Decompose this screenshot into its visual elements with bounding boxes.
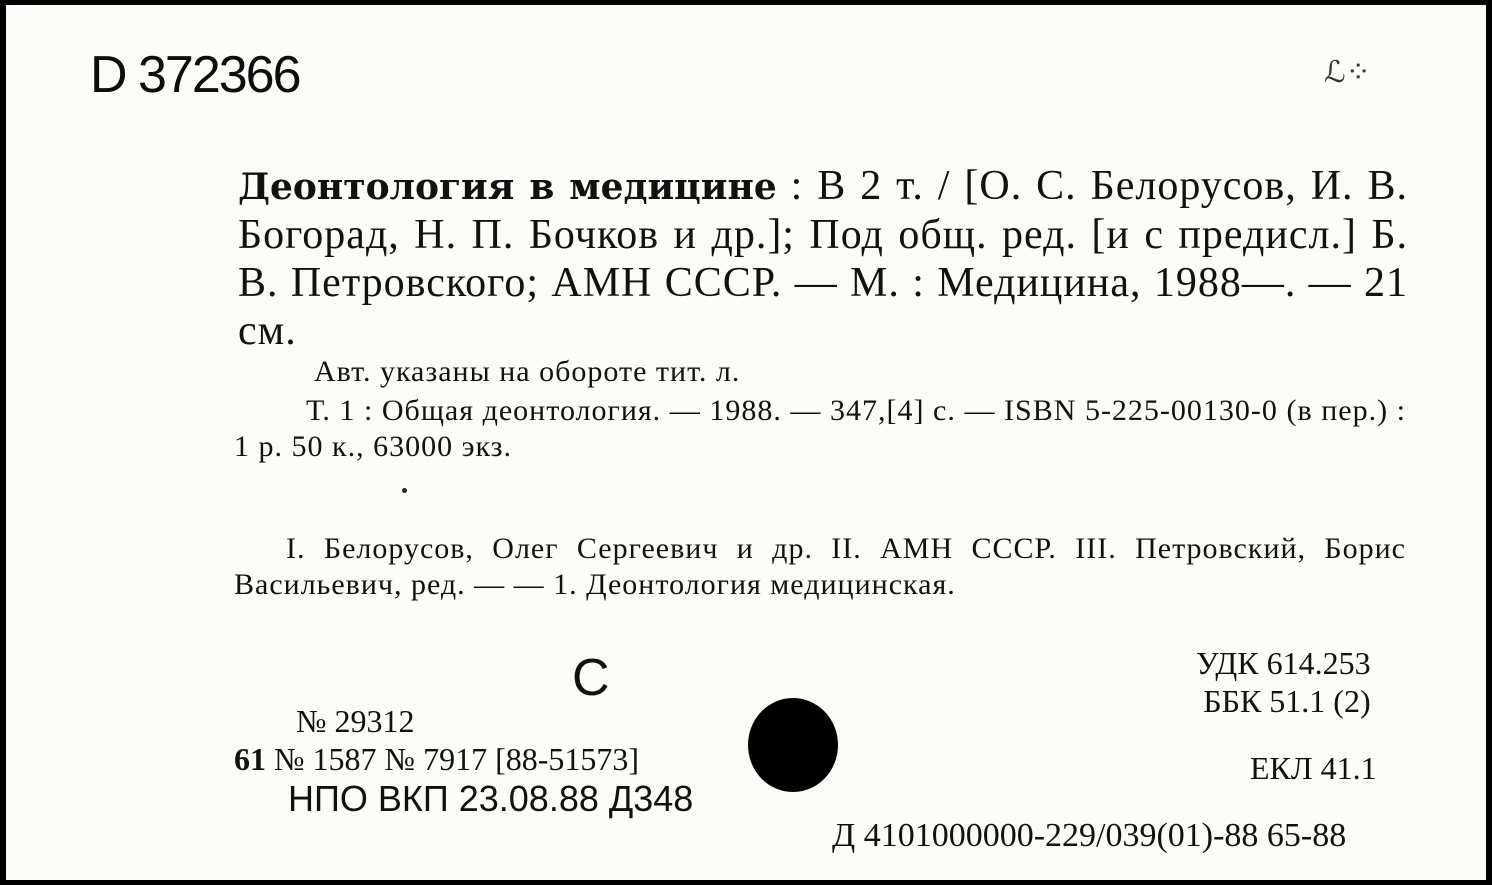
book-title: Деонтология в медицине <box>238 166 777 208</box>
record-line <box>234 741 639 778</box>
main-entry <box>238 162 1408 355</box>
authors-note: Авт. указаны на обороте тит. л. <box>314 355 741 388</box>
ink-dot <box>402 488 407 493</box>
ekl-code: ЕКЛ 41.1 <box>1250 750 1377 786</box>
record-line-text: № 1587 № 7917 [88-51573] <box>274 741 640 777</box>
classification-letter: С <box>572 649 610 707</box>
npo-line: НПО ВКП 23.08.88 Д348 <box>288 778 694 819</box>
record-number: № 29312 <box>296 703 415 739</box>
main-entry-description: : В 2 т. / [О. С. Белорусов, И. В. Богорад, Н. П. Бочков и др.]; Под общ. ред. [и с предисл.] Б. В. Петровского; АМН СССР. — М. : Медицина, 1988—. — 21 см. <box>238 163 1408 354</box>
corner-mark: ℒ⁘ <box>1324 56 1371 89</box>
catalog-card <box>6 5 1486 880</box>
record-line-prefix: 61 <box>234 741 266 777</box>
call-number: D 372366 <box>90 46 300 104</box>
volume-note: Т. 1 : Общая деонтология. — 1988. — 347,[4] с. — ISBN 5-225-00130-0 (в пер.) : 1 р. 50 к., 63000 экз. <box>234 394 1406 463</box>
punch-hole <box>748 698 838 792</box>
udk-code: УДК 614.253 <box>1196 645 1371 681</box>
bbk-code: ББК 51.1 (2) <box>1203 683 1371 719</box>
bottom-code: Д 4101000000-229/039(01)-88 65-88 <box>832 817 1347 854</box>
classification-block <box>1196 644 1371 720</box>
tracings: I. Белорусов, Олег Сергеевич и др. II. АМН СССР. III. Петровский, Борис Васильевич, ред. — — 1. Деонтология медицинская. <box>234 532 1406 601</box>
